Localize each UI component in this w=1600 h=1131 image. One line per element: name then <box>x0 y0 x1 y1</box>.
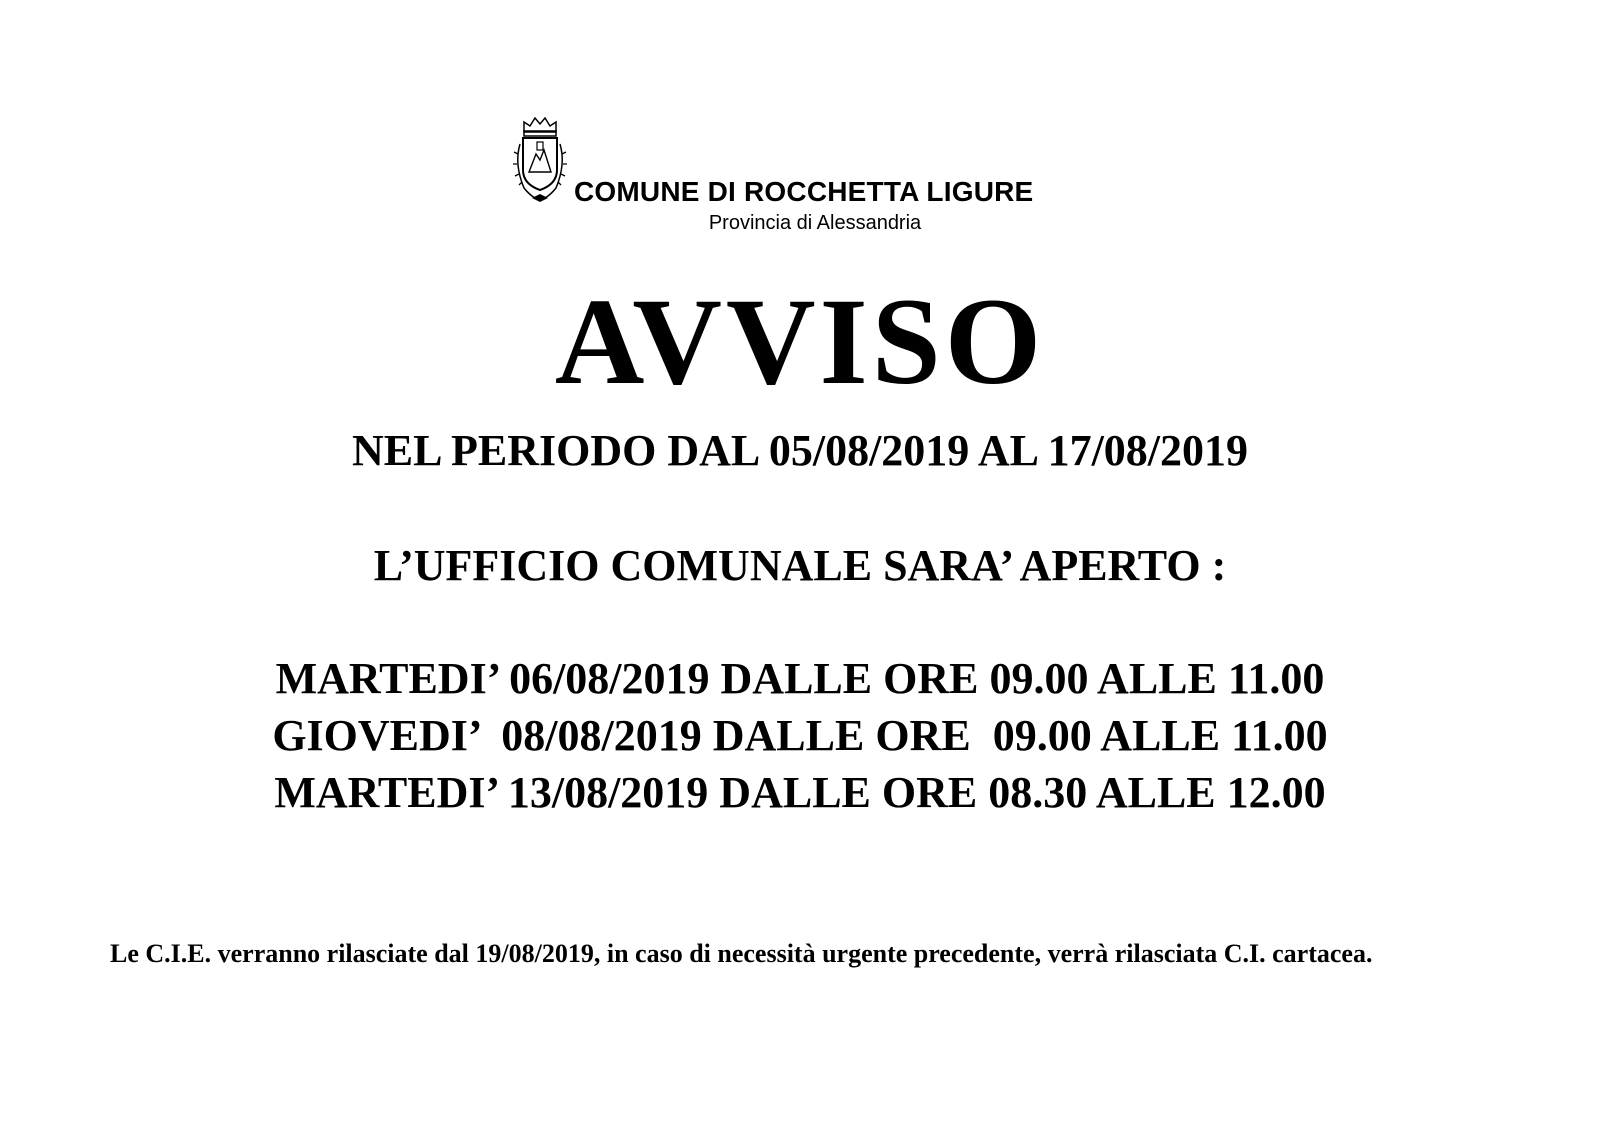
cie-note: Le C.I.E. verranno rilasciate dal 19/08/2019, in caso di necessità urgente precedente, verrà rilasciata C.I. cartacea. <box>110 939 1373 968</box>
schedule-row: GIOVEDI’ 08/08/2019 DALLE ORE 09.00 ALLE 11.00 <box>272 711 1328 760</box>
office-open-heading: L’UFFICIO COMUNALE SARA’ APERTO : <box>373 541 1227 590</box>
notice-title: AVVISO <box>554 273 1046 410</box>
comune-name: COMUNE DI ROCCHETTA LIGURE <box>574 176 1034 207</box>
letterhead <box>0 108 1600 238</box>
opening-schedule <box>0 650 1600 821</box>
coat-of-arms-icon <box>510 114 570 204</box>
schedule-row: MARTEDI’ 13/08/2019 DALLE ORE 08.30 ALLE 12.00 <box>274 768 1326 817</box>
schedule-row: MARTEDI’ 06/08/2019 DALLE ORE 09.00 ALLE 11.00 <box>275 654 1325 703</box>
provincia-label: Provincia di Alessandria <box>708 212 922 234</box>
notice-period: NEL PERIODO DAL 05/08/2019 AL 17/08/2019 <box>351 426 1249 475</box>
